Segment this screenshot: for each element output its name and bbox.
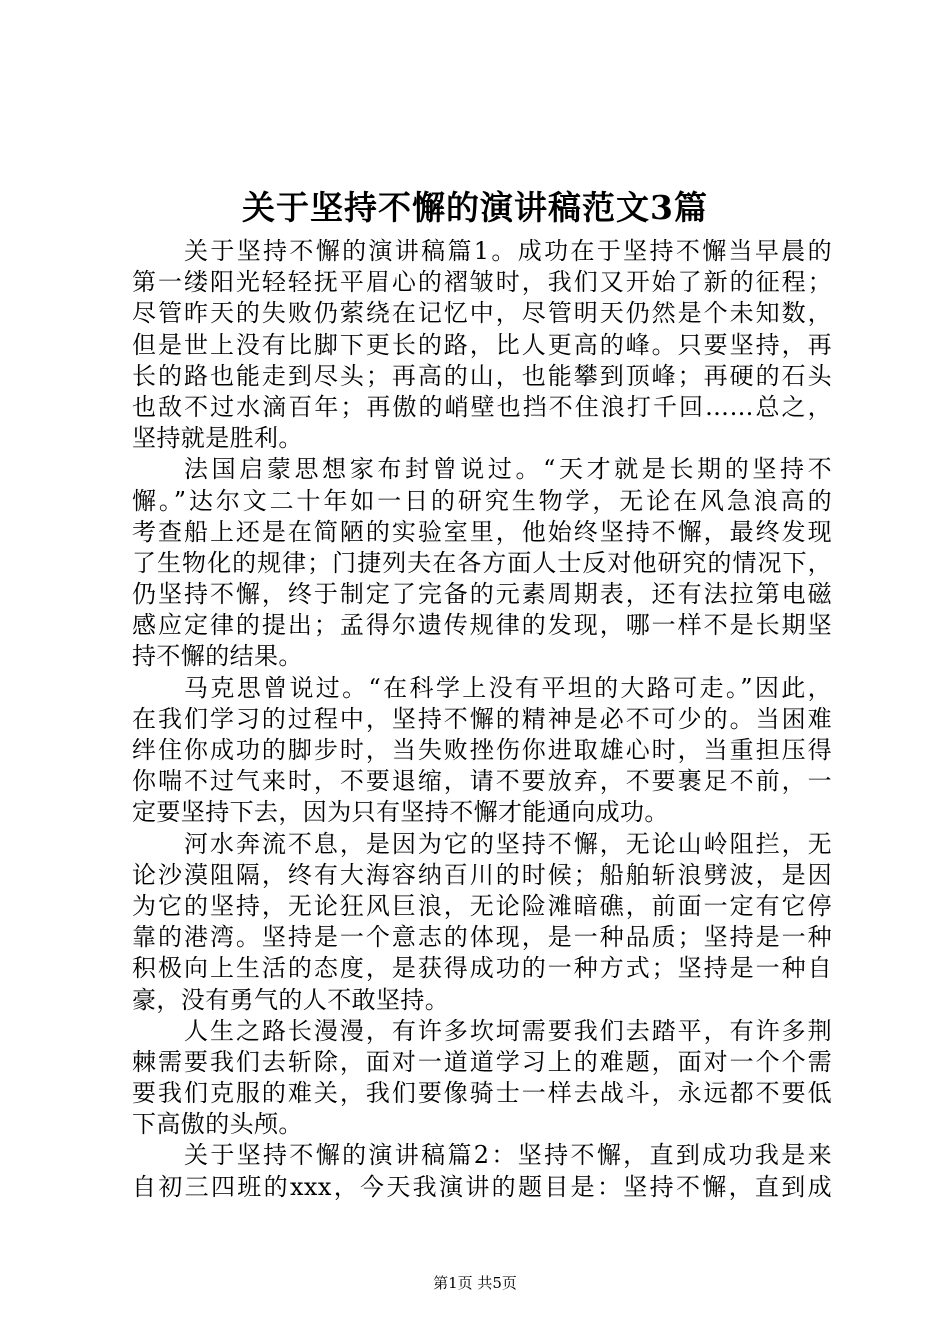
body-line: 持不懈的结果。 xyxy=(132,642,303,671)
body-line: 感应定律的提出；孟得尔遗传规律的发现，哪一样不是长期坚 xyxy=(132,611,832,640)
body-line: 自初三四班的xxx，今天我演讲的题目是：坚持不懈，直到成 xyxy=(132,1172,832,1201)
body-line: 下高傲的头颅。 xyxy=(132,1110,303,1139)
document-body xyxy=(132,236,832,1203)
body-line: 人生之路长漫漫，有许多坎坷需要我们去踏平，有许多荆 xyxy=(184,1016,832,1045)
body-line: 为它的坚持，无论狂风巨浪，无论险滩暗礁，前面一定有它停 xyxy=(132,891,832,920)
body-line: 第一缕阳光轻轻抚平眉心的褶皱时，我们又开始了新的征程； xyxy=(132,268,832,297)
body-line: 关于坚持不懈的演讲稿篇1。成功在于坚持不懈当早晨的 xyxy=(184,237,832,265)
body-line: 要我们克服的难关，我们要像骑士一样去战斗，永远都不要低 xyxy=(132,1079,832,1108)
body-line: 积极向上生活的态度，是获得成功的一种方式；坚持是一种自 xyxy=(132,954,832,983)
document-title: 关于坚持不懈的演讲稿范文3篇 xyxy=(242,188,708,227)
body-line: 懈。”达尔文二十年如一日的研究生物学，无论在风急浪高的 xyxy=(132,486,832,515)
body-line: 绊住你成功的脚步时，当失败挫伤你进取雄心时，当重担压得 xyxy=(132,736,832,764)
body-line: 豪，没有勇气的人不敢坚持。 xyxy=(132,985,450,1014)
body-line: 法国启蒙思想家布封曾说过。“天才就是长期的坚持不 xyxy=(184,455,832,484)
body-line: 你喘不过气来时，不要退缩，请不要放弃，不要裹足不前，一 xyxy=(132,767,832,796)
body-line: 马克思曾说过。“在科学上没有平坦的大路可走。”因此， xyxy=(184,673,832,702)
body-line: 关于坚持不懈的演讲稿篇2：坚持不懈，直到成功我是来 xyxy=(184,1141,832,1170)
body-line: 考查船上还是在简陋的实验室里，他始终坚持不懈，最终发现 xyxy=(132,517,832,546)
body-line: 河水奔流不息，是因为它的坚持不懈，无论山岭阻拦，无 xyxy=(184,829,832,858)
body-line: 定要坚持下去，因为只有坚持不懈才能通向成功。 xyxy=(132,798,669,827)
body-line: 了生物化的规律；门捷列夫在各方面人士反对他研究的情况下， xyxy=(132,548,832,577)
body-line: 坚持就是胜利。 xyxy=(132,424,303,453)
body-line: 尽管昨天的失败仍萦绕在记忆中，尽管明天仍然是个未知数， xyxy=(132,299,832,328)
body-line: 论沙漠阻隔，终有大海容纳百川的时候；船舶斩浪劈波，是因 xyxy=(132,860,832,889)
body-line: 棘需要我们去斩除，面对一道道学习上的难题，面对一个个需 xyxy=(132,1047,832,1076)
body-line: 长的路也能走到尽头；再高的山，也能攀到顶峰；再硬的石头 xyxy=(132,361,832,390)
body-line: 仍坚持不懈，终于制定了完备的元素周期表，还有法拉第电磁 xyxy=(132,580,832,609)
body-line: 但是世上没有比脚下更长的路，比人更高的峰。只要坚持，再 xyxy=(132,330,832,359)
body-line: 也敌不过水滴百年；再傲的峭壁也挡不住浪打千回……总之， xyxy=(132,392,832,421)
page-number-footer: 第1页 共5页 xyxy=(433,1274,517,1292)
body-line: 在我们学习的过程中，坚持不懈的精神是必不可少的。当困难 xyxy=(132,704,832,733)
body-line: 靠的港湾。坚持是一个意志的体现，是一种品质；坚持是一种 xyxy=(132,923,832,952)
